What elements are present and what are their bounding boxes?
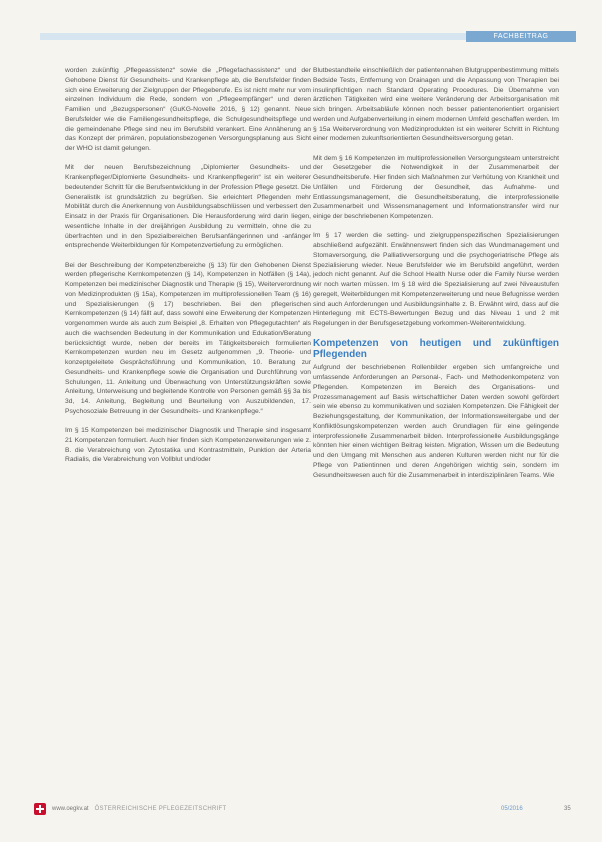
page-number: 35 [564, 806, 571, 812]
issue-number: 05/2016 [501, 806, 523, 812]
right-column [313, 66, 559, 490]
body-paragraph: worden zukünftig „Pflegeassistenz“ sowie die „Pflegefachassistenz“ und der Gehobene Dienst für Gesundheits- und Krankenpflege ab, die Berufsfelder finden sich eine Erweiterung der Zielgruppen der Pflegeberufe. Es ist nicht mehr nur vom einzelnen Individuum die Rede, sondern von „Pflegeempfänger“ und deren Familien und „Bezugspersonen“ (GuKG-Novelle 2016, § 12) genannt. Neue Berufsfelder wie die Familiengesundheitspflege, die Schulgesundheitspflege und die gemeindenahe Pflege sind neu im Berufsbild verankert. Eine Annäherung an das Konzept der primären, populationsbezogenen Versorgungsplanung aus Sicht der WHO ist damit gelungen. [65, 67, 311, 152]
body-paragraph: Aufgrund der beschriebenen Rollenbilder ergeben sich umfangreiche und umfassende Anforderungen an Personal-, Fach- und Methodenkompetenz von Pflegenden. Kompetenzen im Bereich des Organisations- und Prozessmanagement auf Basis wirtschaftlicher Daten werden sowohl gefördert sein wie ebenso zu kommunikativen und sozialen Kompetenzen. Die Fähigkeit der Beziehungsgestaltung, der Kommunikation, der Informationsweitergabe und der Konfliktlösungskompetenzen werden auch Grundlagen für eine gelingende interprofessionelle Zusammenarbeit bilden. Interprofessionelle Ausbildungsgänge könnten hier einen wichtigen Beitrag leisten. Migration, Wissen um die Bedeutung und den Umgang mit Menschen aus anderen Kulturen werden nicht nur für die Pflege von Patientinnen und deren Angehörigen wichtig sein, sondern im Gesundheitswesen auch für die Zusammenarbeit in interdisziplinären Teams. Wie [313, 364, 559, 479]
magazine-name: ÖSTERREICHISCHE PFLEGEZEITSCHRIFT [94, 806, 227, 812]
header-rule [40, 33, 466, 40]
body-paragraph: Im § 15 Kompetenzen bei medizinischer Diagnostik und Therapie sind insgesamt 21 Kompetenzen formuliert. Auch hier finden sich Kompetenzerweiterungen wie z. B. die Verabreichung von Zytostatika und Kontrastmitteln, Punktion der Arteria Radialis, die Verabreichung von Vollblut und/oder [65, 427, 311, 464]
footer-publication [52, 806, 227, 812]
section-subheading: Kompetenzen von heutigen und zukünftigen Pflegenden [313, 338, 559, 361]
publisher-url[interactable]: www.oegkv.at [52, 806, 89, 812]
body-paragraph: Mit der neuen Berufsbezeichnung „Diplomierter Gesundheits- und Krankenpfleger/Diplomierte Gesundheits- und Krankenpflegerin“ ist ein weiterer bedeutender Schritt für die Berufsentwicklung in der Profession Pflege gesetzt. Die Generalistik ist grundsätzlich zu begrüßen. Sie erleichtert Pflegenden mehr Mobilität durch die Anerkennung von Ausbildungsabschlüssen und verbessert den Einsatz in der Praxis für Organisationen. Die Herausforderung wird darin liegen, wesentliche Inhalte in der dreijährigen Ausbildung zu vermitteln, ohne die zu überfrachten und in den Spezialbereichen Berufsanfängerinnen und -anfänger entsprechende Weiterbildungen für Kompetenzvertiefung zu ermöglichen. [65, 164, 311, 250]
body-paragraph: Mit dem § 16 Kompetenzen im multiprofessionellen Versorgungsteam unterstreicht der Gesetzgeber die Notwendigkeit in der Zusammenarbeit der Gesundheitsberufe. Hier finden sich Maßnahmen zur Verhütung von Krankheit und Unfällen und Förderung der Gesundheit, das Aufnahme- und Entlassungsmanagement, die Gesundheitsberatung, die interprofessionelle Zusammenarbeit und Wissensmanagement und Informationstransfer wird nur einige der beschriebenen Kompetenzen. [313, 154, 559, 220]
body-paragraph: Blutbestandteile einschließlich der patientennahen Blutgruppenbestimmung mittels Bedside Tests, Entfernung von Drainagen und die Anpassung von Therapien bei insulinpflichtigen nach Standard Operating Procedures. Die Übernahme von ärztlichen Tätigkeiten wird eine weitere Veränderung der Arbeitsorganisation mit sich bringen. Arbeitsabläufe können noch besser patientenorientiert organisiert werden und Aufgabenverteilung in einem modernen Umfeld geschaffen werden. Im § 15a Weiterverordnung von Medizinprodukten ist ein weiterer Schritt in Richtung einer modernen zukunftsorientierten Gesundheitsversorgung getan. [313, 67, 559, 143]
page-footer [34, 803, 574, 817]
left-column [65, 66, 311, 475]
body-paragraph: Im § 17 werden die setting- und zielgruppenspezifischen Spezialisierungen abschließend aufgezählt. Erwähnenswert finden sich das Wundmanagement und Stomaversorgung, die Palliativversorgung und die psychogeriatrische Pflege als Spezialisierung wieder. Neue Berufsfelder wie im Berufsbild angeführt, werden jedoch nicht genannt. Auf die School Health Nurse oder die Family Nurse werden wir noch warten müssen. Im § 18 wird die Spezialisierung auf zwei Niveaustufen geregelt, Weiterbildungen mit Kompetenzerweiterung und neue Befugnisse werden sind auch Anforderungen und Ausbildungsinhalte z. B. Erwähnt wird, dass auf die Hinterlegung mit ECTS-Bewertungen Bezug und das Niveau 1 und 2 mit Regelungen in der Berufsgesetzgebung vorkommen-Weiterentwicklung. [313, 232, 559, 327]
cross-logo-icon [34, 803, 46, 815]
section-tag: FACHBEITRAG [466, 31, 576, 42]
body-paragraph: Bei der Beschreibung der Kompetenzbereiche (§ 13) für den Gehobenen Dienst werden pflegerische Kernkompetenzen (§ 14), Kompetenzen in Notfällen (§ 14a), Kompetenzen bei medizinischer Diagnostik und Therapie (§ 15), Weiterverordnung von Medizinprodukten (§ 15a), Kompetenzen im multiprofessionellen Team (§ 16) und Spezialisierungen (§ 17) beschrieben. Bei den pflegerischen Kernkompetenzen (§ 14) fällt auf, dass sowohl eine Erweiterung der Kompetenzen vorgenommen wurde als auch zum Beispiel „8. Erhalten von Pflegegutachten“ als auch die wachsenden Bedeutung in der Kommunikation und Edukation/Beratung berücksichtigt wurde, neben der bereits im Tätigkeitsbereich formulierten Kernkompetenzen wurden neu im Gesetz aufgenommen „9. Theorie- und konzeptgeleitete Gesprächsführung und Kommunikation, 10. Beratung zur Gesundheits- und Krankenpflege sowie die Organisation und Durchführung von Schulungen, 11. Anleitung und Überwachung von Unterstützungskräften sowie Anleitung, Unterweisung und begleitende Kontrolle von Personen gemäß §§ 3a bis 3d, 14. Anleitung, Begleitung und Beurteilung von Auszubildenden, 17. Psychosoziale Betreuung in der Gesundheits- und Krankenpflege.“ [65, 261, 311, 415]
